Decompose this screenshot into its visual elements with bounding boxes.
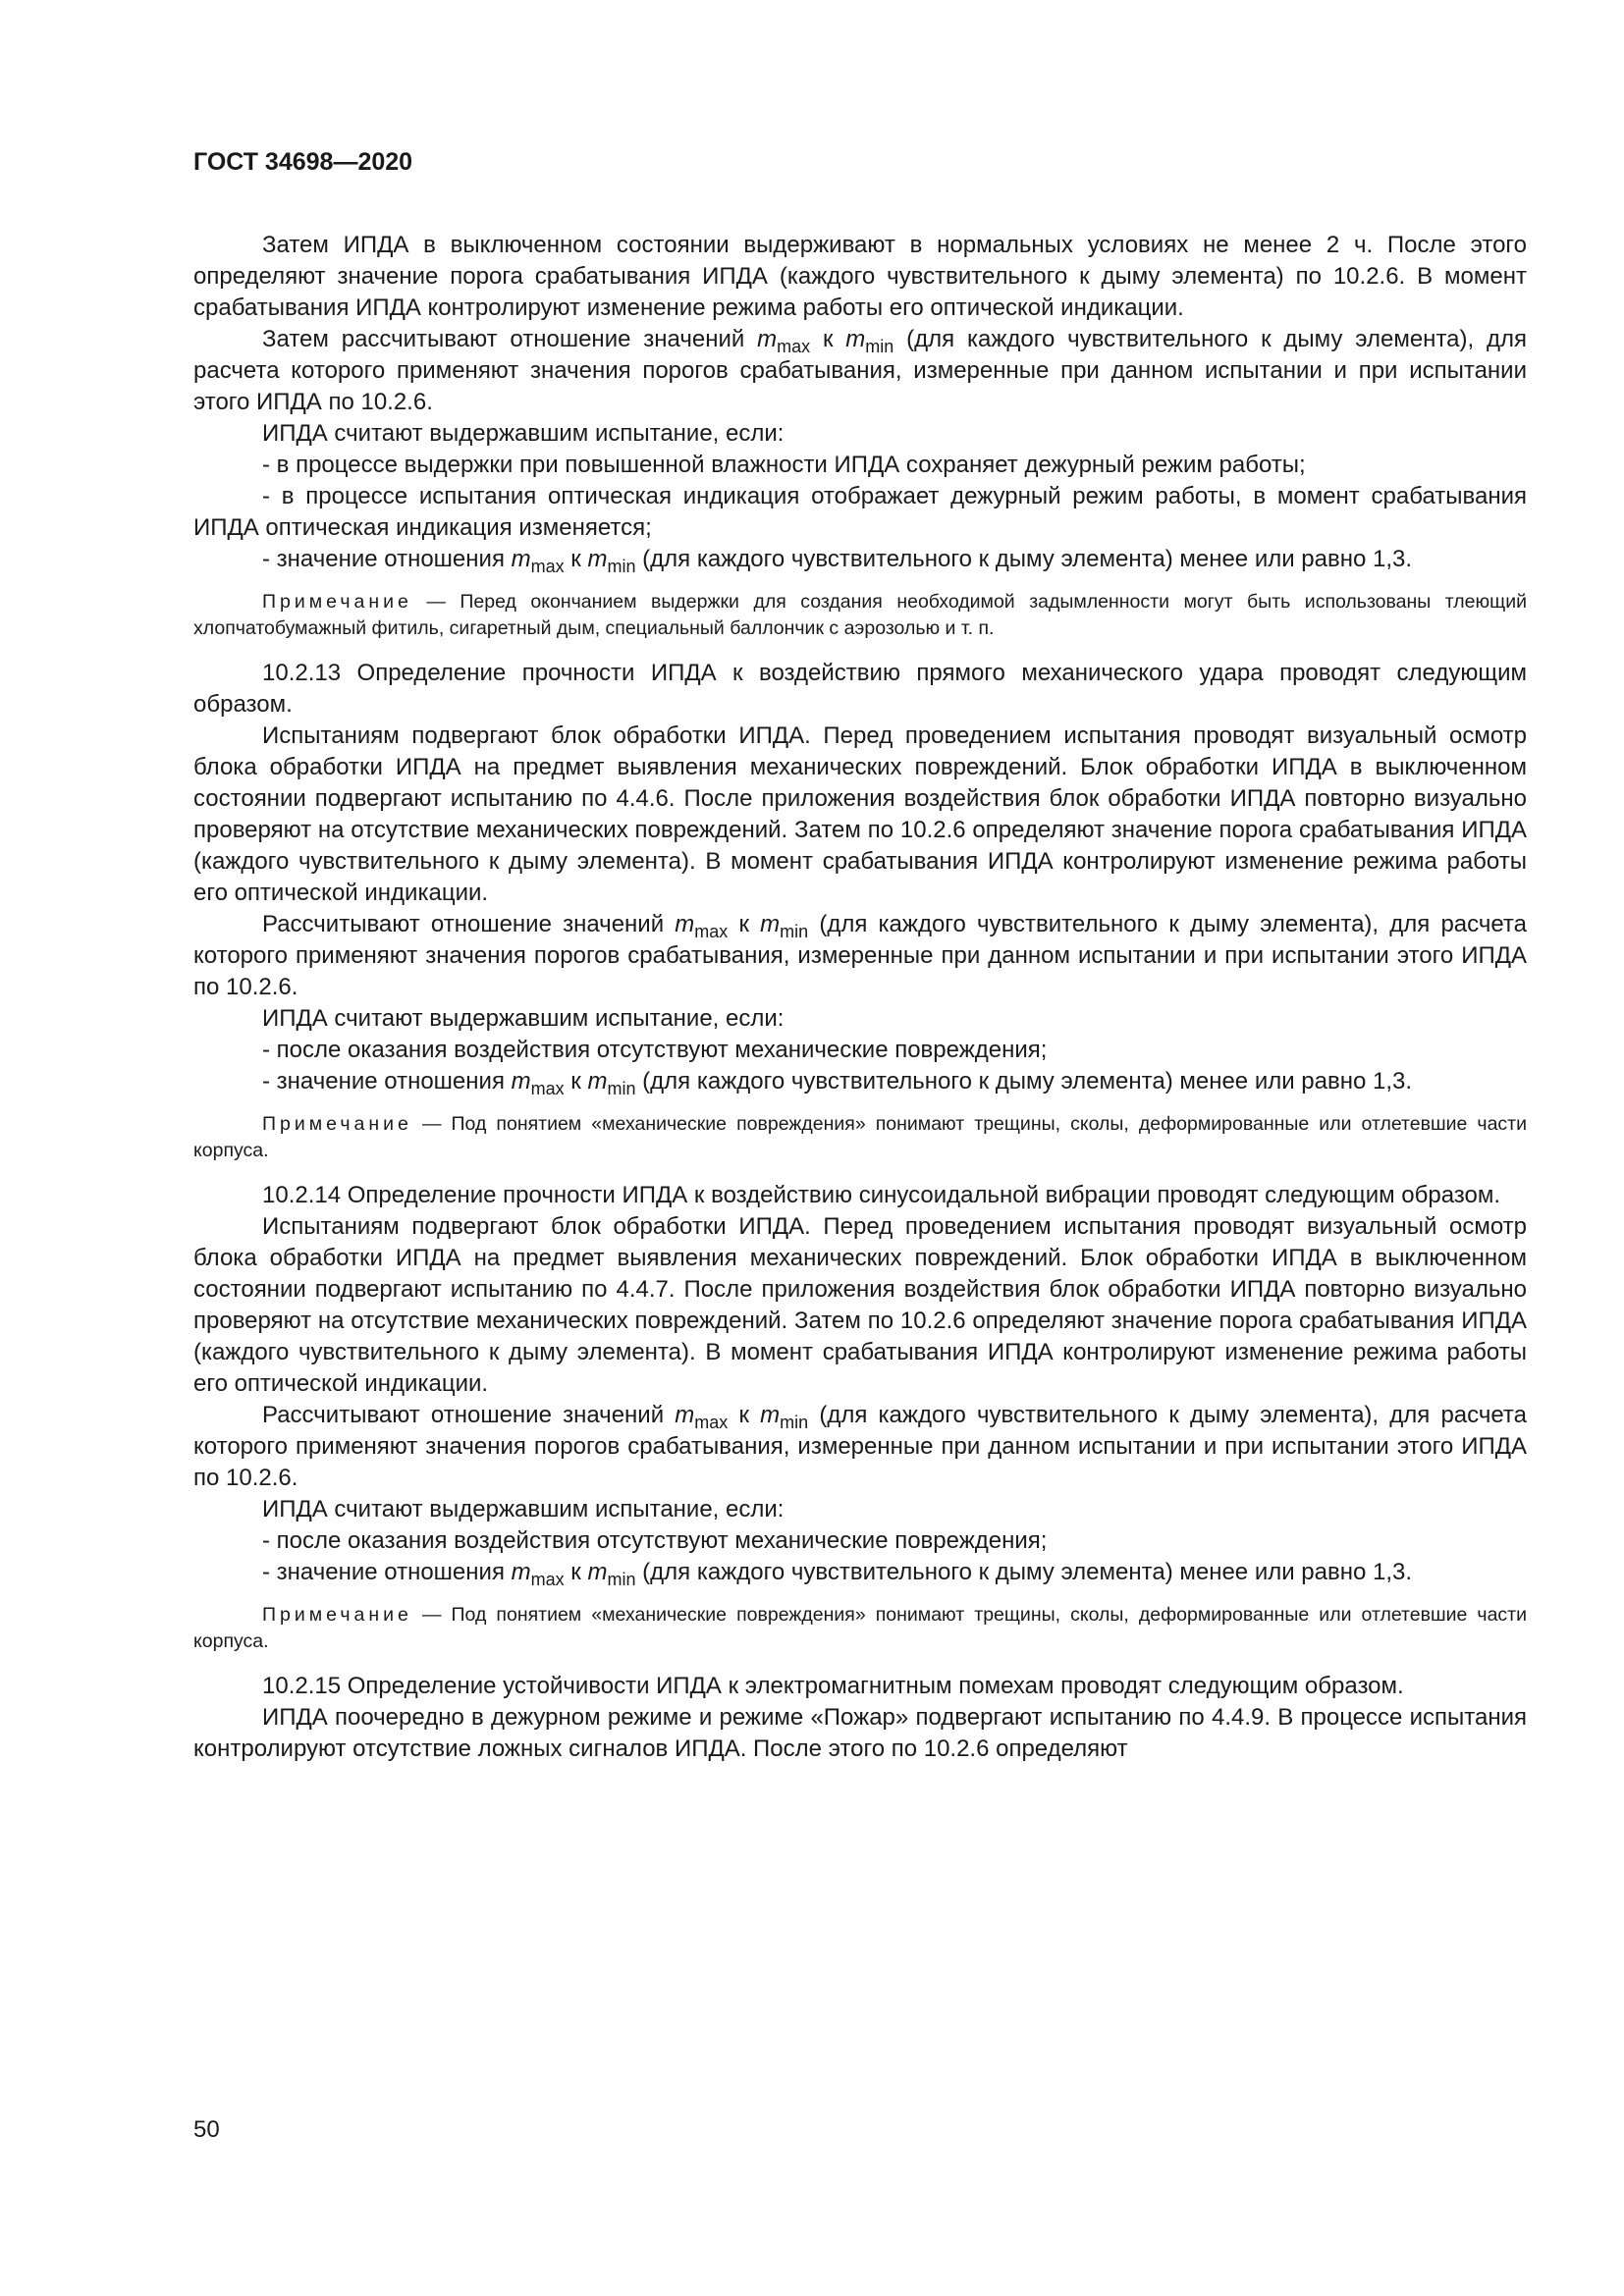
section-heading-10-2-15: 10.2.15 Определение устойчивости ИПДА к электромагнитным помехам проводят следующим образом. xyxy=(262,1673,1404,1699)
list-item: - в процессе выдержки при повышенной влажности ИПДА сохраняет дежурный режим работы; xyxy=(262,452,1306,478)
paragraph: ИПДА поочередно в дежурном режиме и режиме «Пожар» подвергают испытанию по 4.4.9. В процессе испытания контролируют отсутствие ложных сигналов ИПДА. После этого по 10.2.6 определяют xyxy=(193,1704,1527,1762)
list-item: - в процессе испытания оптическая индикация отображает дежурный режим работы, в момент срабатывания ИПДА оптическая индикация изменяется; xyxy=(193,483,1527,541)
paragraph-ratio: Рассчитывают отношение значений $m_{max}$ к $m_{min}$ (для каждого чувствительного к дыму элемента), для расчета которого применяют значения порогов срабатывания, измеренные при данном испытании и при испытании этого ИПДА по 10.2.6. xyxy=(193,911,1527,1000)
page-number: 50 xyxy=(193,2116,220,2143)
paragraph: Испытаниям подвергают блок обработки ИПДА. Перед проведением испытания проводят визуальный осмотр блока обработки ИПДА на предмет выявления механических повреждений. Блок обработки ИПДА в выключенном состоянии подвергают испытанию по 4.4.6. После приложения воздействия блок обработки ИПДА повторно визуально проверяют на отсутствие механических повреждений. Затем по 10.2.6 определяют значение порога срабатывания ИПДА (каждого чувствительного к дыму элемента). В момент срабатывания ИПДА контролируют изменение режима работы его оптической индикации. xyxy=(193,722,1527,906)
list-item-ratio: - значение отношения $m_{max}$ к $m_{min}$ (для каждого чувствительного к дыму элемента) менее или равно 1,3. xyxy=(262,546,1413,576)
section-heading-10-2-14: 10.2.14 Определение прочности ИПДА к воздействию синусоидальной вибрации проводят следующим образом. xyxy=(262,1182,1501,1208)
paragraph-ratio: Затем рассчитывают отношение значений $m_{max}$ к $m_{min}$ (для каждого чувствительного к дыму элемента), для расчета которого применяют значения порогов срабатывания, измеренные при данном испытании и при испытании этого ИПДА по 10.2.6. xyxy=(193,326,1528,415)
note: Примечание — Под понятием «механические повреждения» понимают трещины, сколы, деформированные или отлетевшие части корпуса. xyxy=(193,1113,1527,1161)
paragraph: ИПДА считают выдержавшим испытание, если: xyxy=(262,1496,785,1522)
note-label: Примечание xyxy=(262,591,412,613)
note-label: Примечание xyxy=(262,1604,412,1626)
paragraph: Испытаниям подвергают блок обработки ИПДА. Перед проведением испытания проводят визуальный осмотр блока обработки ИПДА на предмет выявления механических повреждений. Блок обработки ИПДА в выключенном состоянии подвергают испытанию по 4.4.7. После приложения воздействия блок обработки ИПДА повторно визуально проверяют на отсутствие механических повреждений. Затем по 10.2.6 определяют значение порога срабатывания ИПДА (каждого чувствительного к дыму элемента). В момент срабатывания ИПДА контролируют изменение режима работы его оптической индикации. xyxy=(193,1213,1527,1397)
section-heading-10-2-13: 10.2.13 Определение прочности ИПДА к воздействию прямого механического удара проводят следующим образом. xyxy=(193,660,1527,718)
paragraph: ИПДА считают выдержавшим испытание, если: xyxy=(262,1005,785,1032)
list-item-ratio: - значение отношения $m_{max}$ к $m_{min}$ (для каждого чувствительного к дыму элемента) менее или равно 1,3. xyxy=(262,1068,1413,1098)
list-item: - после оказания воздействия отсутствуют механические повреждения; xyxy=(262,1037,1048,1063)
list-item: - после оказания воздействия отсутствуют механические повреждения; xyxy=(262,1527,1048,1554)
document-page xyxy=(193,147,1527,1765)
note-label: Примечание xyxy=(262,1113,412,1135)
document-header: ГОСТ 34698—2020 xyxy=(193,148,413,176)
note: Примечание — Перед окончанием выдержки для создания необходимой задымленности могут быть использованы тлеющий хлопчатобумажный фитиль, сигаретный дым, специальный баллончик с аэрозолью и т. п. xyxy=(193,591,1527,639)
paragraph: Затем ИПДА в выключенном состоянии выдерживают в нормальных условиях не менее 2 ч. После этого определяют значение порога срабатывания ИПДА (каждого чувствительного к дыму элемента) по 10.2.6. В момент срабатывания ИПДА контролируют изменение режима работы его оптической индикации. xyxy=(193,232,1527,321)
paragraph-ratio: Рассчитывают отношение значений $m_{max}$ к $m_{min}$ (для каждого чувствительного к дыму элемента), для расчета которого применяют значения порогов срабатывания, измеренные при данном испытании и при испытании этого ИПДА по 10.2.6. xyxy=(193,1402,1527,1491)
paragraph: ИПДА считают выдержавшим испытание, если: xyxy=(262,420,785,447)
note: Примечание — Под понятием «механические повреждения» понимают трещины, сколы, деформированные или отлетевшие части корпуса. xyxy=(193,1604,1527,1652)
list-item-ratio: - значение отношения $m_{max}$ к $m_{min}$ (для каждого чувствительного к дыму элемента) менее или равно 1,3. xyxy=(262,1559,1413,1589)
document-body xyxy=(193,230,1527,1765)
